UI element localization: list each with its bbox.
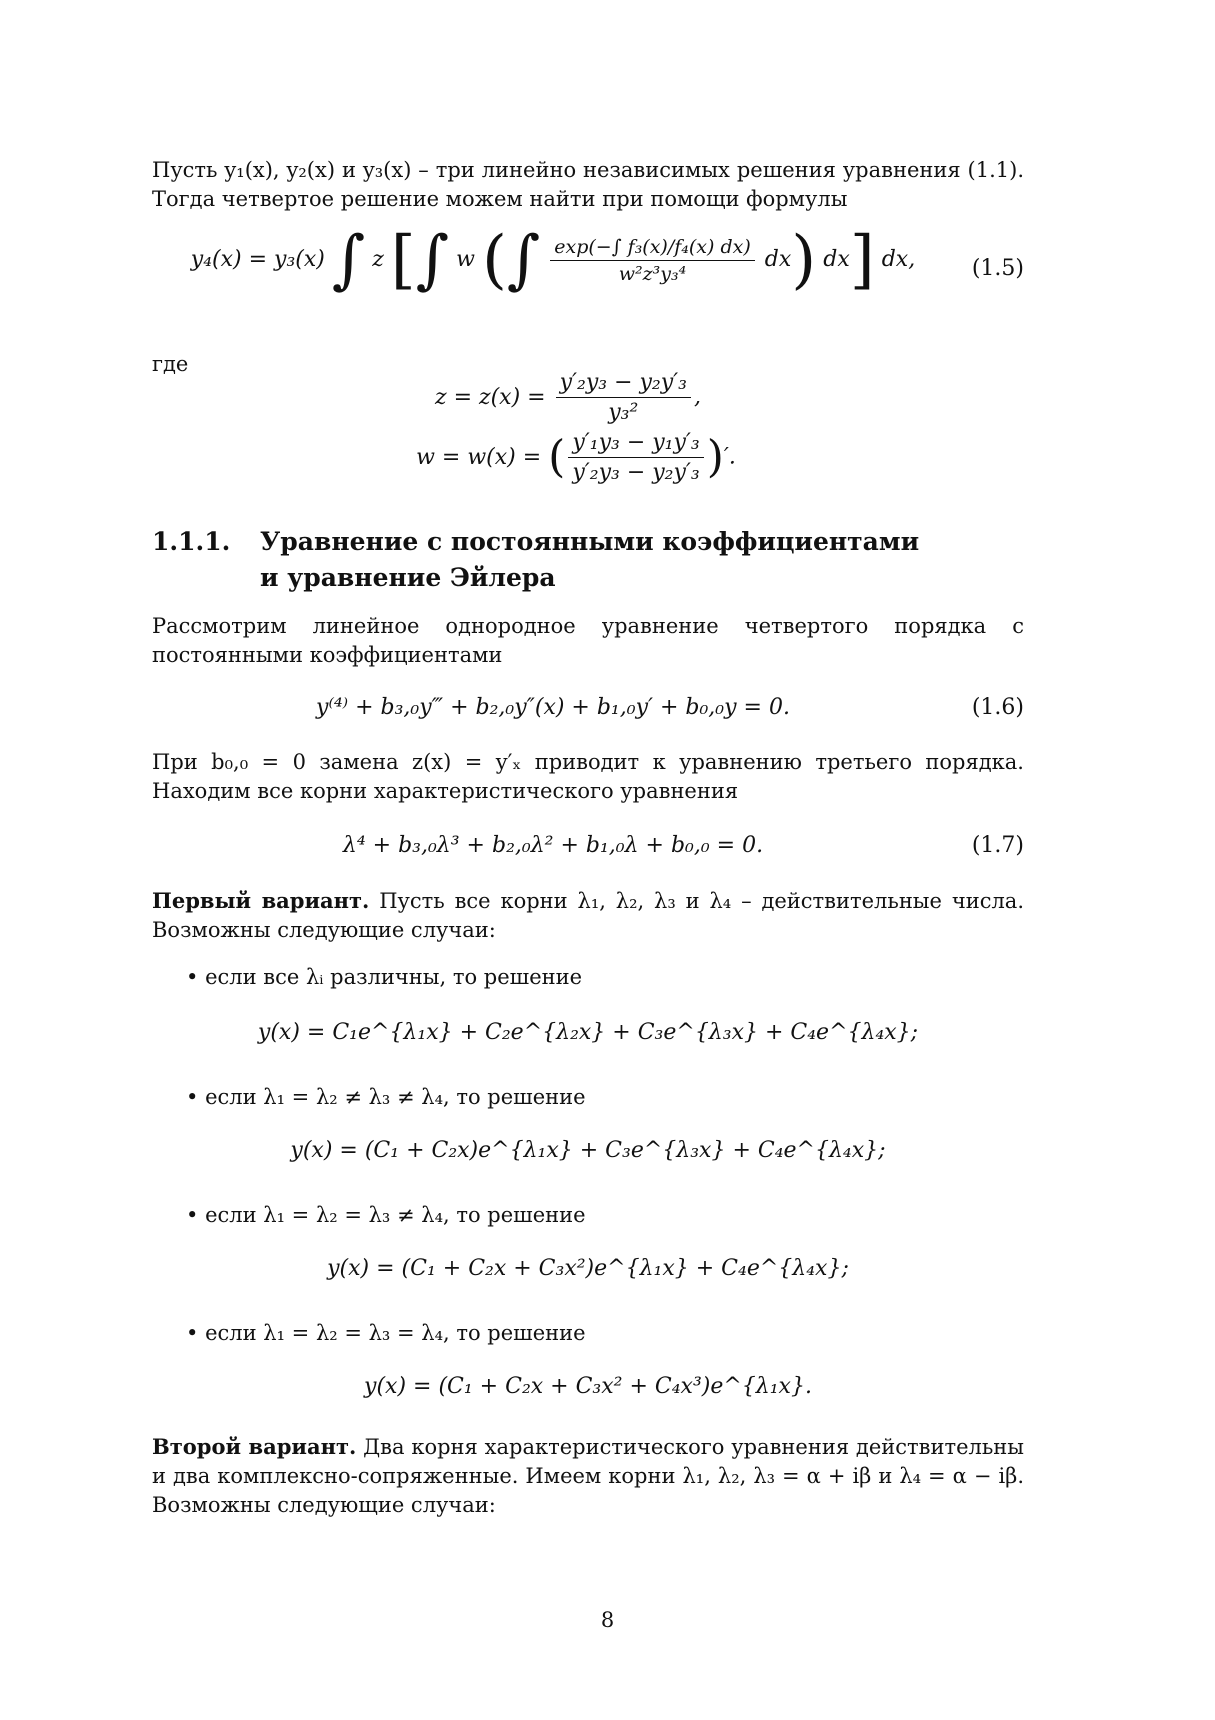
case4-cond: если λ₁ = λ₂ = λ₃ = λ₄, то решение	[205, 1321, 586, 1345]
paragraph-constant-coefficients: Рассмотрим линейное однородное уравнение четвертого порядка с постоянными коэффициентами	[152, 614, 1024, 667]
case1-item: • если все λᵢ различны, то решение	[186, 965, 583, 989]
case2-item: • если λ₁ = λ₂ ≠ λ₃ ≠ λ₄, то решение	[186, 1085, 586, 1109]
equation-w: w = w(x) = ( $\frac{\text{y′₁y₃ − y₁y′₃}}{\text{y′₂y₃ − y₂y′₃}}$ )′.	[416, 430, 736, 485]
eq15-dx3: dx,	[881, 247, 916, 272]
eq16-number: (1.6)	[971, 695, 1024, 720]
eqw-lhs: w = w(x) =	[416, 444, 542, 470]
case4-equation	[152, 1374, 1024, 1414]
eq15-lhs: y₄(x) = y₃(x)	[190, 247, 325, 272]
eq15-w: w	[456, 247, 475, 272]
page-number: 8	[600, 1608, 615, 1632]
case1-equation	[152, 1020, 1024, 1060]
case4-item: • если λ₁ = λ₂ = λ₃ = λ₄, то решение	[186, 1321, 586, 1345]
eq15-dx1: dx	[764, 247, 792, 272]
eqz-end: ,	[694, 384, 701, 410]
equation-1-5: y₄(x) = y₃(x) ∫ z [∫ w (∫ $\frac{\text{exp(−∫ f₃(x)/f₄(x) dx)}}{\text{w²z³y₃⁴}}$ dx) dx] dx, (1.5)	[190, 223, 1024, 297]
eq17-body: λ⁴ + b₃,₀λ³ + b₂,₀λ² + b₁,₀λ + b₀,₀ = 0.	[342, 833, 764, 858]
case2-cond: если λ₁ = λ₂ ≠ λ₃ ≠ λ₄, то решение	[205, 1085, 586, 1109]
eqz-den: y₃²	[608, 400, 639, 425]
case3-formula: y(x) = (C₁ + C₂x + C₃x²)e^{λ₁x} + C₄e^{λ₄x};	[327, 1256, 849, 1281]
variant2-text: Два корня характеристического уравнения действительны и два комплексно-сопряженные. Имеем корни λ₁, λ₂, λ₃ = α + iβ и λ₄ = α − iβ. Возможны следующие случаи:	[152, 1435, 1024, 1517]
case1-cond: если все λᵢ различны, то решение	[205, 965, 583, 989]
case2-formula: y(x) = (C₁ + C₂x)e^{λ₁x} + C₃e^{λ₃x} + C₄e^{λ₄x};	[290, 1138, 886, 1163]
section-title-line2: и уравнение Эйлера	[260, 563, 556, 592]
eqw-den: y′₂y₃ − y₂y′₃	[572, 460, 700, 485]
case4-formula: y(x) = (C₁ + C₂x + C₃x² + C₄x³)e^{λ₁x}.	[364, 1374, 812, 1399]
variant1-paragraph	[152, 886, 1024, 945]
case3-item: • если λ₁ = λ₂ = λ₃ ≠ λ₄, то решение	[186, 1203, 586, 1227]
equation-1-6	[152, 695, 1024, 735]
equation-z	[152, 370, 1024, 430]
eq15-dx2: dx	[823, 247, 850, 272]
eq15-z: z	[372, 247, 384, 272]
variant1-text: Пусть все корни λ₁, λ₂, λ₃ и λ₄ – действительные числа. Возможны следующие случаи:	[152, 889, 1024, 942]
eq15-numerator: exp(−∫ f₃(x)/f₄(x) dx)	[550, 236, 755, 261]
intro-paragraph: Пусть y₁(x), y₂(x) и y₃(x) – три линейно независимых решения уравнения (1.1). Тогда четвертое решение можем найти при помощи формулы	[152, 158, 1024, 211]
eqz-lhs: z = z(x) =	[434, 384, 546, 410]
paragraph-substitution: При b₀,₀ = 0 замена z(x) = y′ₓ приводит к уравнению третьего порядка. Находим все корни характеристического уравнения	[152, 750, 1024, 803]
case3-cond: если λ₁ = λ₂ = λ₃ ≠ λ₄, то решение	[205, 1203, 586, 1227]
eq15-denominator: w²z³y₃⁴	[618, 262, 687, 285]
variant2-label: Второй вариант.	[152, 1434, 357, 1459]
eqw-end: ′.	[723, 444, 736, 470]
eq17-number: (1.7)	[971, 833, 1024, 858]
eqz-num: y′₂y₃ − y₂y′₃	[556, 370, 691, 398]
eq15-number: (1.5)	[971, 256, 1024, 281]
case3-equation	[152, 1256, 1024, 1296]
eq16-body: y⁽⁴⁾ + b₃,₀y‴ + b₂,₀y″(x) + b₁,₀y′ + b₀,₀y = 0.	[316, 695, 790, 720]
case2-equation	[152, 1138, 1024, 1178]
equation-1-7	[152, 833, 1024, 873]
section-title-line1: Уравнение с постоянными коэффициентами	[260, 527, 920, 556]
eqw-num: y′₁y₃ − y₁y′₃	[568, 430, 703, 458]
variant1-label: Первый вариант.	[152, 888, 370, 913]
case1-formula: y(x) = C₁e^{λ₁x} + C₂e^{λ₂x} + C₃e^{λ₃x} + C₄e^{λ₄x};	[257, 1020, 919, 1045]
variant2-paragraph	[152, 1432, 1024, 1520]
section-number: 1.1.1.	[152, 527, 231, 556]
where-label: где	[152, 352, 189, 376]
